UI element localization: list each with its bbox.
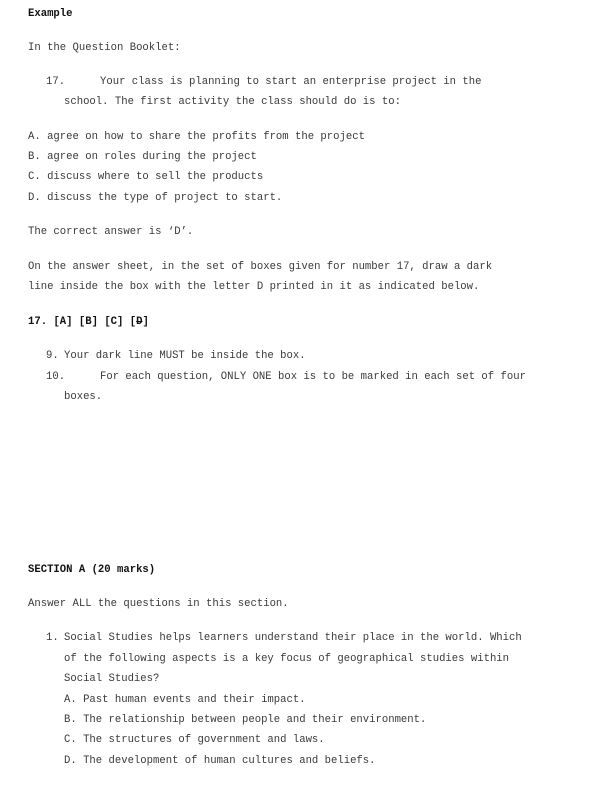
- example-option-b: B. agree on roles during the project: [28, 151, 257, 163]
- example-option-c: C. discuss where to sell the products: [28, 171, 264, 183]
- example-option-a: A. agree on how to share the profits from the project: [28, 131, 365, 143]
- question-1-number: 1.: [46, 632, 59, 644]
- question-1-option-b: B. The relationship between people and their environment.: [64, 714, 427, 726]
- answer-box-a: [A]: [53, 316, 73, 328]
- question-1-option-d: D. The development of human cultures and beliefs.: [64, 755, 376, 767]
- example-heading: Example: [28, 8, 73, 20]
- section-a-instruction: Answer ALL the questions in this section.: [28, 598, 289, 610]
- answer-box-b: [B]: [78, 316, 98, 328]
- answer-row-number: 17.: [28, 316, 48, 328]
- example-intro: In the Question Booklet:: [28, 42, 181, 54]
- rule-9-number: 9.: [46, 350, 59, 362]
- instruction-line1: On the answer sheet, in the set of boxes given for number 17, draw a dark: [28, 261, 493, 273]
- rule-10-text-line1: For each question, ONLY ONE box is to be marked in each set of four: [100, 371, 526, 383]
- question-1-line1: Social Studies helps learners understand their place in the world. Which: [64, 632, 522, 644]
- marked-letter-d: D: [136, 316, 143, 328]
- question-1-option-c: C. The structures of government and laws.: [64, 734, 325, 746]
- instruction-line2: line inside the box with the letter D printed in it as indicated below.: [28, 281, 480, 293]
- rule-9-text: Your dark line MUST be inside the box.: [64, 350, 306, 362]
- rule-10-text-line2: boxes.: [64, 391, 103, 403]
- question-1-line3: Social Studies?: [64, 673, 160, 685]
- answer-box-c: [C]: [104, 316, 124, 328]
- example-question-line2: school. The first activity the class should do is to:: [64, 96, 401, 108]
- example-question-number: 17.: [46, 76, 66, 88]
- example-option-d: D. discuss the type of project to start.: [28, 192, 283, 204]
- question-1-option-a: A. Past human events and their impact.: [64, 694, 306, 706]
- answer-box-d-marked: [D]: [129, 316, 149, 328]
- rule-10-number: 10.: [46, 371, 66, 383]
- correct-answer-text: The correct answer is ‘D’.: [28, 226, 194, 238]
- answer-row: [28, 316, 149, 329]
- question-1-line2: of the following aspects is a key focus of geographical studies within: [64, 653, 510, 665]
- section-a-heading: SECTION A (20 marks): [28, 564, 156, 576]
- example-question-line1: Your class is planning to start an enterprise project in the: [100, 76, 482, 88]
